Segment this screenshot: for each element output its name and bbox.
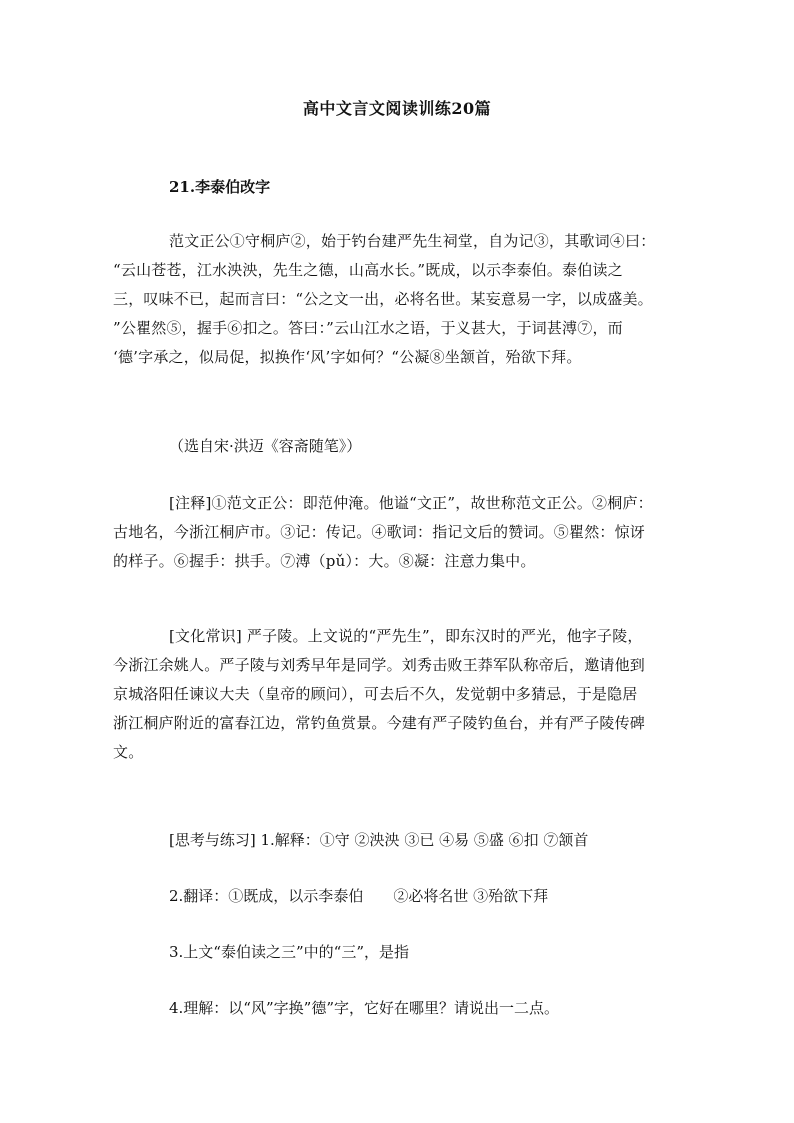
notes-paragraph xyxy=(113,489,693,576)
culture-line: 文。 xyxy=(113,743,144,761)
notes-line: [注释]①范文正公：即范仲淹。他谥“文正”，故世称范文正公。②桐庐： xyxy=(169,494,653,512)
exercise-2: 2.翻译：①既成，以示李泰伯 ②必将名世 ③殆欲下拜 xyxy=(169,887,549,905)
passage-paragraph xyxy=(113,227,693,372)
culture-line: [文化常识] 严子陵。上文说的“严先生”，即东汉时的严光，他字子陵， xyxy=(169,627,643,645)
document-title: 高中文言文阅读训练20篇 xyxy=(302,99,492,118)
culture-line: 今浙江余姚人。严子陵与刘秀早年是同学。刘秀击败王莽军队称帝后，邀请他到 xyxy=(113,656,646,674)
exercise-1: [思考与练习] 1.解释：①守 ②泱泱 ③已 ④易 ⑤盛 ⑥扣 ⑦颔首 xyxy=(169,831,589,849)
culture-paragraph xyxy=(113,622,693,767)
source-citation: （选自宋·洪迈《容斋随笔》） xyxy=(169,437,362,455)
notes-line: 的样子。⑥握手：拱手。⑦溥（pǔ）：大。⑧凝：注意力集中。 xyxy=(113,552,536,570)
passage-line: ‘德’字承之，似局促，拟换作‘风’字如何？“公凝⑧坐颔首，殆欲下拜。 xyxy=(113,348,582,366)
exercise-4: 4.理解：以“风”字换”德”字，它好在哪里？请说出一二点。 xyxy=(169,999,559,1017)
passage-line: 范文正公①守桐庐②，始于钓台建严先生祠堂，自为记③，其歌词④曰： xyxy=(169,232,656,250)
culture-line: 京城洛阳任谏议大夫（皇帝的顾问），可去后不久，发觉朝中多猜忌，于是隐居 xyxy=(113,685,638,703)
passage-line: “云山苍苍，江水泱泱，先生之德，山高水长。”既成，以示李泰伯。泰伯读之 xyxy=(113,261,623,279)
passage-line: ”公瞿然⑤，握手⑥扣之。答曰：”云山江水之语，于义甚大，于词甚溥⑦，而 xyxy=(113,319,623,337)
culture-line: 浙江桐庐附近的富春江边，常钓鱼赏景。今建有严子陵钓鱼台，并有严子陵传碑 xyxy=(113,714,646,732)
notes-line: 古地名，今浙江桐庐市。③记：传记。④歌词：指记文后的赞词。⑤瞿然：惊讶 xyxy=(113,523,646,541)
section-heading: 21.李泰伯改字 xyxy=(169,178,271,196)
exercise-3: 3.上文“泰伯读之三”中的“三”，是指 xyxy=(169,943,409,961)
passage-line: 三，叹味不已，起而言曰：“公之文一出，必将名世。某妄意易一字，以成盛美。 xyxy=(113,290,653,308)
